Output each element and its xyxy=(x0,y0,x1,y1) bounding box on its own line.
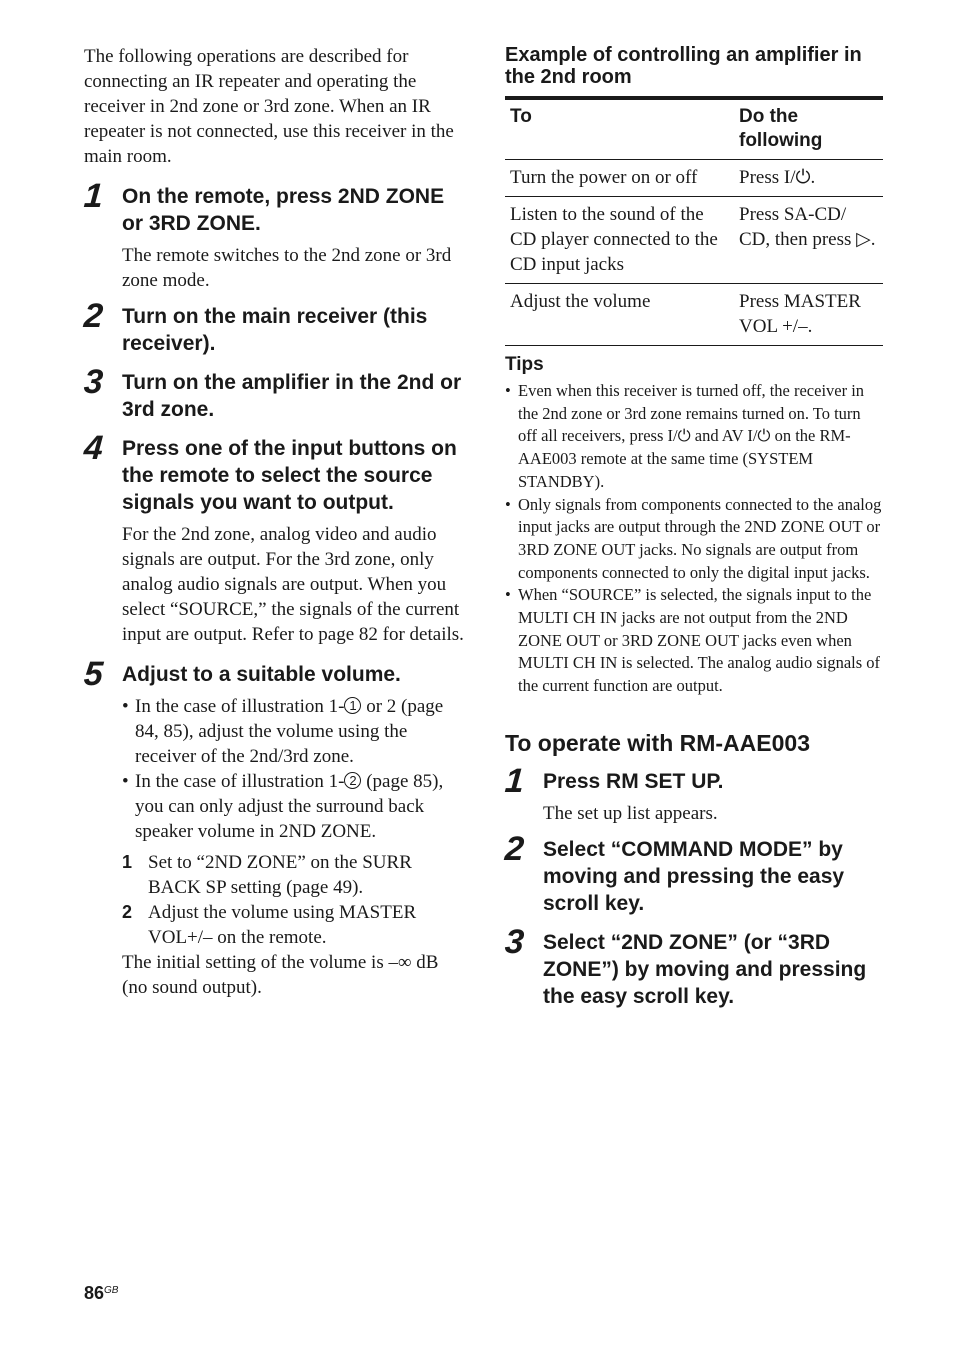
bullet-text: In the case of illustration 1- xyxy=(135,696,345,717)
bullet-item xyxy=(122,769,464,844)
page-number xyxy=(84,1283,118,1304)
page-number-suffix: GB xyxy=(104,1285,119,1296)
example-heading: Example of controlling an amplifier in the 2nd room xyxy=(505,44,862,88)
bullet-text: In the case of illustration 1- xyxy=(135,771,345,792)
operate-step-2 xyxy=(503,829,883,917)
step-1 xyxy=(82,177,464,293)
bullet-text: (page 85), you can only adjust the surround back speaker volume in 2ND ZONE. xyxy=(135,771,444,842)
step-title: On the remote, press 2ND ZONE or 3RD ZONE. xyxy=(122,185,445,235)
step-number: 5 xyxy=(82,655,105,693)
numbered-item xyxy=(122,850,464,900)
step-number: 2 xyxy=(82,297,105,335)
item-text: Adjust the volume using MASTER VOL+/– on the remote. xyxy=(148,902,417,948)
step-5 xyxy=(82,655,464,1000)
operate-step-3 xyxy=(503,922,883,1010)
intro-paragraph: The following operations are described for connecting an IR repeater and operating the receiver in 2nd zone or 3rd zone. When an IR repeater is not connected, use this receiver in the main room. xyxy=(84,46,454,167)
table-cell-to: Listen to the sound of the CD player connected to the CD input jacks xyxy=(505,197,734,284)
table-cell-do: Press SA-CD/ CD, then press ▷. xyxy=(734,197,883,284)
step-number: 4 xyxy=(82,429,105,467)
step-body: The remote switches to the 2nd zone or 3rd zone mode. xyxy=(122,245,452,291)
bullet-text: or 2 (page 84, 85), adjust the volume using the receiver of the 2nd/3rd zone. xyxy=(135,696,444,767)
tip-item: • Only signals from components connected to the analog input jacks are output through the 2ND ZONE OUT or 3RD ZONE OUT jacks. No signals are output from components connected to only the digital input jacks. xyxy=(505,494,883,585)
step-title: Press RM SET UP. xyxy=(543,769,724,793)
operate-step-1 xyxy=(503,761,883,826)
step-body: For the 2nd zone, analog video and audio signals are output. For the 3rd zone, only analog audio signals are output. When you select “SOURCE,” the signals of the current input are output. Refer to page 82 for details. xyxy=(122,524,464,645)
page-number-value: 86 xyxy=(84,1283,105,1303)
circled-number: 1 xyxy=(344,697,361,714)
step-body: The set up list appears. xyxy=(543,802,718,824)
operate-heading: To operate with RM-AAE003 xyxy=(505,729,810,756)
numbered-item xyxy=(122,900,464,950)
step-number: 2 xyxy=(503,829,526,868)
right-column xyxy=(505,44,883,1016)
tips-section xyxy=(505,354,883,698)
tip-item: • Even when this receiver is turned off, the receiver in the 2nd zone or 3rd zone remains turned on. To turn off all receivers, press I/⏻ and AV I/⏻ on the RM-AAE003 remote at the same time (SYSTEM STANDBY). xyxy=(505,380,883,494)
step-number: 3 xyxy=(503,922,526,961)
step-title: Turn on the amplifier in the 2nd or 3rd zone. xyxy=(122,371,462,421)
circled-number: 2 xyxy=(344,772,361,789)
table-row xyxy=(505,197,883,284)
step-number: 3 xyxy=(82,363,105,401)
step-title: Select “COMMAND MODE” by moving and pressing the easy scroll key. xyxy=(543,837,845,915)
step-title: Press one of the input buttons on the remote to select the source signals you want to output. xyxy=(122,437,457,514)
table-row xyxy=(505,284,883,346)
item-text: Set to “2ND ZONE” on the SURR BACK SP setting (page 49). xyxy=(148,852,412,898)
table-cell-do: Press MASTER VOL +/–. xyxy=(734,284,883,346)
tip-item: • When “SOURCE” is selected, the signals input to the MULTI CH IN jacks are not output from the 2ND ZONE OUT or 3RD ZONE OUT jacks even when MULTI CH IN is selected. The analog audio signals of the current function are output. xyxy=(505,584,883,698)
table-header-row xyxy=(505,98,883,160)
step-number: 1 xyxy=(82,177,105,215)
step-2 xyxy=(82,297,464,357)
step-title: Select “2ND ZONE” (or “3RD ZONE”) by moving and pressing the easy scroll key. xyxy=(543,930,867,1008)
table-cell-do: Press I/⏻. xyxy=(734,160,883,197)
volume-note: The initial setting of the volume is –∞ dB (no sound output). xyxy=(122,952,439,998)
control-table xyxy=(505,96,883,346)
table-cell-to: Turn the power on or off xyxy=(505,160,734,197)
bullet-item xyxy=(122,694,464,769)
item-number: 1 xyxy=(122,852,133,872)
step-title: Turn on the main receiver (this receiver). xyxy=(122,305,428,355)
tips-heading: Tips xyxy=(505,354,544,375)
step-3 xyxy=(82,363,464,423)
step-number: 1 xyxy=(503,761,526,800)
item-number: 2 xyxy=(122,902,133,922)
table-row xyxy=(505,160,883,197)
left-column xyxy=(84,44,464,1000)
column-header-do: Do the following xyxy=(734,98,883,160)
step-title: Adjust to a suitable volume. xyxy=(122,663,401,686)
column-header-to: To xyxy=(505,98,734,160)
step-4 xyxy=(82,429,464,647)
table-cell-to: Adjust the volume xyxy=(505,284,734,346)
